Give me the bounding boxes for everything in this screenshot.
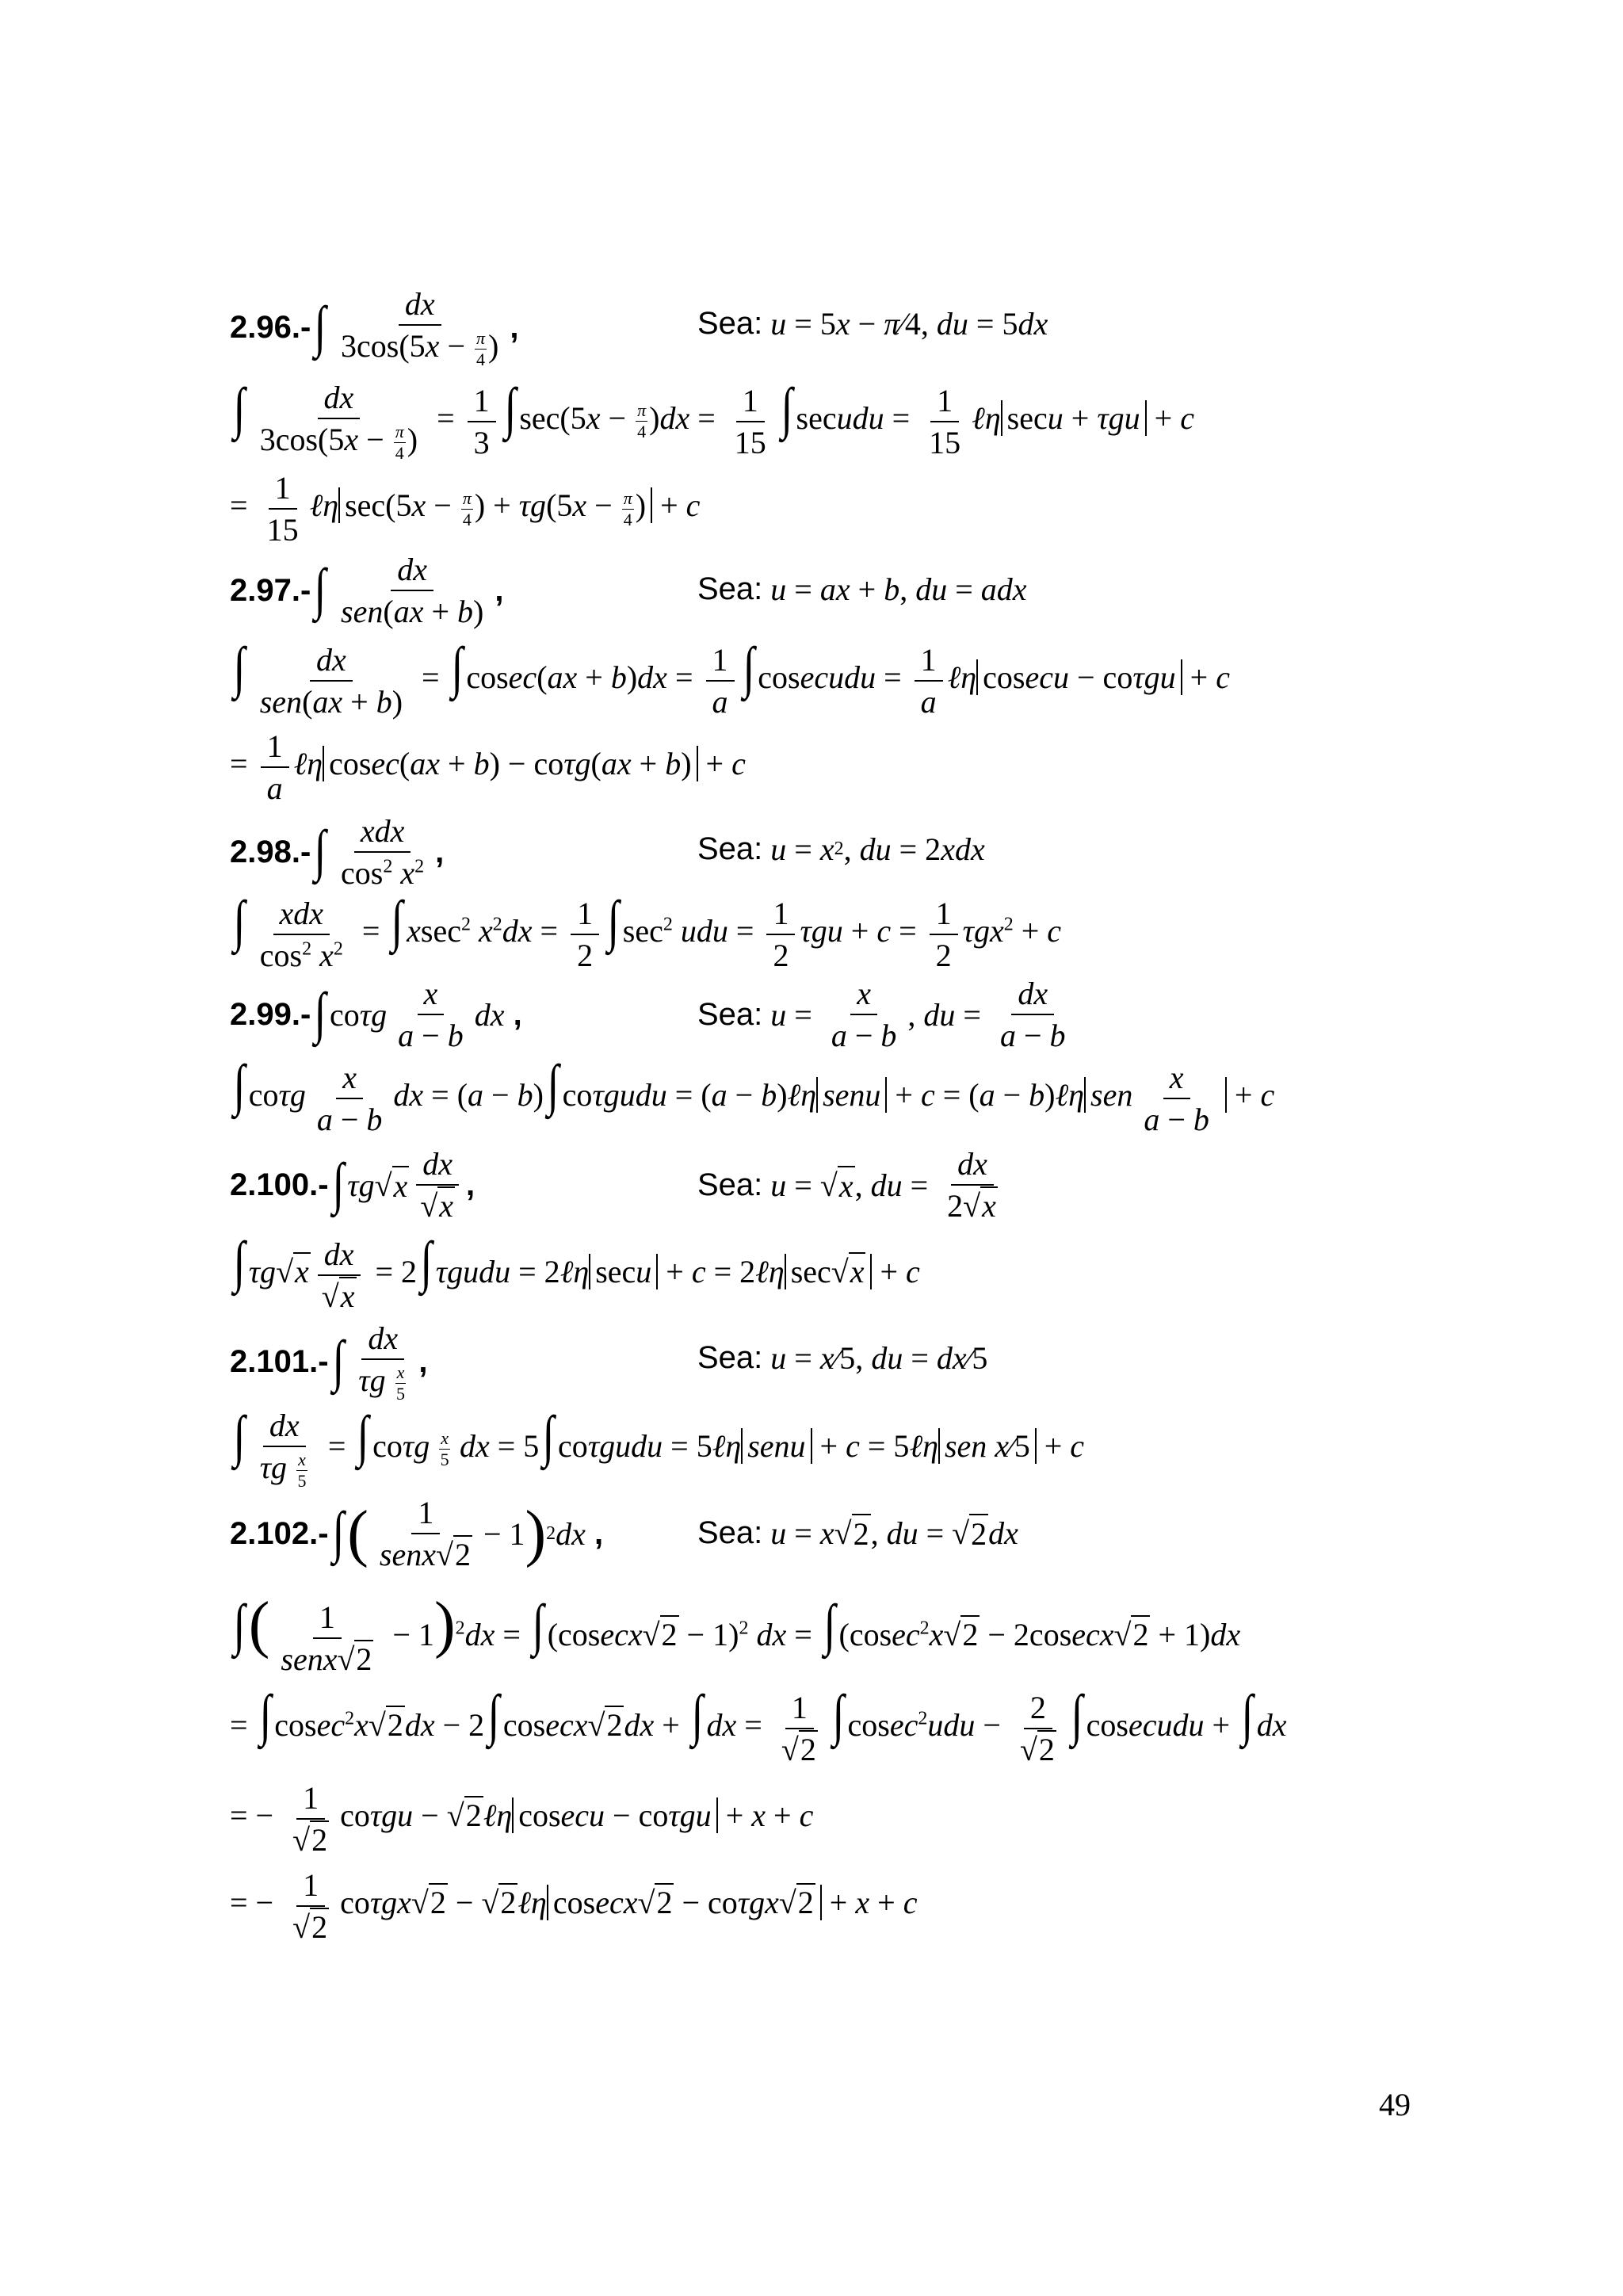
step-2-96-2: = $\frac{1}{15}$ ℓη sec(5x − $\frac{\pi}{4}$ ) + τg(5x − $\frac{\pi}{4}$ ) + c <box>230 470 701 548</box>
step-2-102-2: = ∫ cosec$^2$x√ 2dx − 2∫ cosecx√ 2dx + ∫ dx = 1 √ 2 ∫ cosec$^2$udu − 2 √ 2 ∫ cosecudu + ∫ dx <box>230 1688 1287 1768</box>
problem-2-96: 2.96.- ∫ dx 3cos(5x − $\frac{\pi}{4}$ ) , <box>230 286 519 370</box>
step-2-99-1: ∫ coτg $\frac{x}{a - b}$ dx = (a − b)∫ coτgudu = (a − b)ℓη senu + c = (a − b)ℓη sen $\frac{x}{a - b}$ + c <box>233 1053 1275 1137</box>
problem-2-101: 2.101.- ∫ dx τg $\frac{x}{5}$ , <box>230 1320 428 1404</box>
step-2-102-3: = − 1 √ 2 coτgu − √ 2ℓη cosecu − coτgu + x + c <box>230 1779 813 1859</box>
step-2-98-1: ∫ $\frac{\text{xdx}}{\cos^2 x^2}$ = ∫ xsec$^2$ $x^2dx$ = $\frac{1}{2}$ ∫ $\sec^2$ udu = $\frac{1}{2}$ τgu + c = $\frac{1}{2}$ τgx$^2$ + c <box>233 889 1062 973</box>
problem-2-102: 2.102.- ∫ ( $\frac{1}{\text{senx√ 2}}$ − 1 ) 2 dx , <box>230 1494 603 1573</box>
problem-2-100: 2.100.- ∫ τg √ x dx √ x , <box>230 1145 475 1224</box>
substitution-2-98: Sea: u = x 2 , du = 2 xdx <box>697 831 985 867</box>
step-2-102-4: = − 1 √ 2 coτgx√ 2 − √ 2ℓη cosecx√ 2 − coτgx√ 2 + x + c <box>230 1866 917 1946</box>
problem-number: 2.96.- <box>230 310 311 346</box>
step-2-102-1: ∫( $\frac{1}{\text{senx√ 2}}$ − 1)$^2$dx = ∫ (cosecx√ 2 − 1)$^2$ dx = ∫ (cosec$^2$x√ 2 − 2cosecx√ 2 + 1)dx <box>230 1589 1240 1678</box>
problem-2-99: 2.99.- ∫ co τg $\frac{x}{a - b}$ dx , <box>230 976 522 1053</box>
step-2-101-1: ∫ dx τg $\frac{x}{5}$ = ∫ coτg $\frac{x}{5}$ dx = 5∫ coτgudu = 5ℓη senu + c = 5ℓη sen x⁄5 + c <box>233 1404 1085 1492</box>
substitution-2-100: Sea: u = √ x , du = $\frac{dx}{2√ x}$ <box>697 1145 1009 1224</box>
page-number: 49 <box>1379 2087 1411 2122</box>
step-2-100-1: ∫ τg√ x dx √ x = 2∫ τgudu = 2ℓη secu + c = 2ℓη sec√ x + c <box>230 1235 920 1315</box>
step-2-97-2: = $\frac{1}{a}$ ℓη cosec(ax + b) − coτg(ax + b) + c <box>230 728 746 806</box>
problem-2-98: 2.98.- ∫ $\frac{\text{xdx}}{\cos^2 x^2}$ , <box>230 813 445 891</box>
substitution-2-102: Sea: u = x √ 2 , du = √ 2 dx <box>697 1514 1018 1553</box>
step-2-96-1: ∫ dx 3cos(5x − $\frac{\pi}{4}$ ) = $\frac{1}{3}$ ∫ sec(5x − $\frac{\pi}{4}$ )dx = $\frac{1}{15}$ ∫ secudu = $\frac{1}{15}$ ℓη secu + τgu + c <box>233 376 1194 464</box>
substitution-2-101: Sea: u = x ⁄5, du = dx ⁄5 <box>697 1340 988 1376</box>
substitution-2-99: Sea: u = $\frac{x}{a - b}$ , du = $\frac{dx}{a - b}$ <box>697 976 1066 1053</box>
problem-2-97: 2.97.- ∫ $\frac{dx}{\text{sen(ax + b)}}$ , <box>230 552 504 629</box>
substitution-2-97: Sea: u = ax + b , du = adx <box>697 571 1027 607</box>
substitution-2-96: Sea: u = 5 x − π ⁄4, du = 5 dx <box>697 306 1048 342</box>
step-2-97-1: ∫ $\frac{dx}{\text{sen(ax + b)}}$ = ∫ cosec(ax + b)dx = $\frac{1}{a}$ ∫ cosecudu = $\frac{1}{a}$ ℓη cosecu − coτgu + c <box>233 636 1230 720</box>
